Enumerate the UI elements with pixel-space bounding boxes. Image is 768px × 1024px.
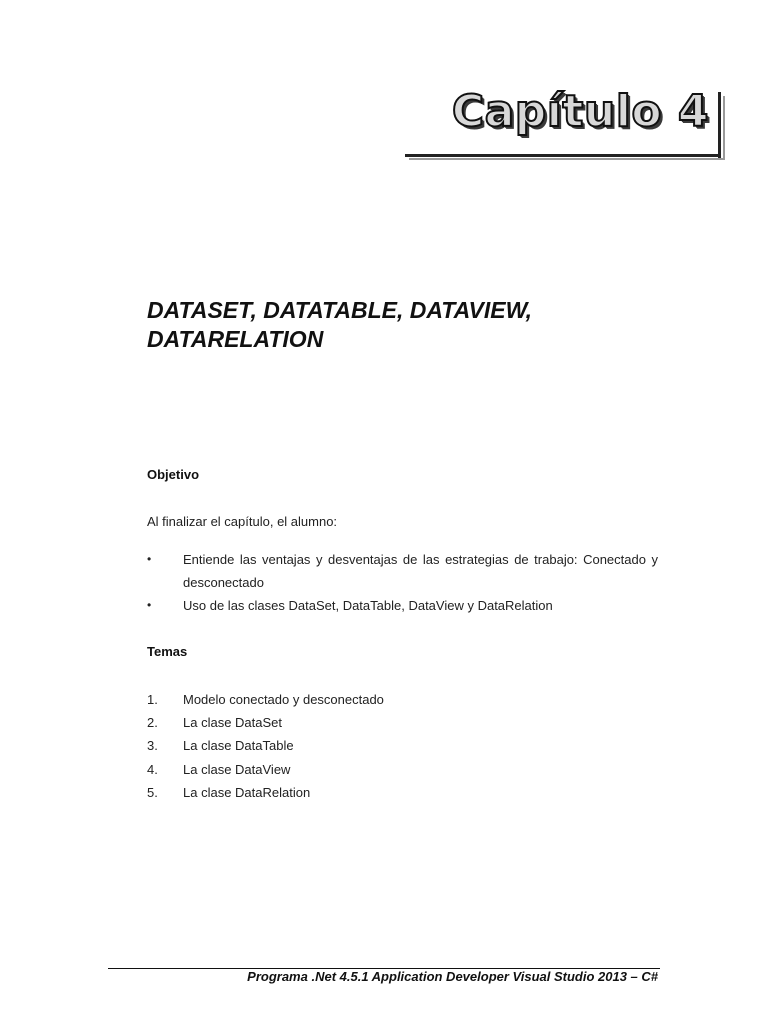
list-item — [147, 548, 658, 594]
topics-list — [147, 688, 384, 804]
objective-heading: Objetivo — [147, 467, 200, 482]
chapter-frame-shadow-vertical — [723, 96, 725, 160]
list-item — [147, 688, 384, 711]
topics-heading: Temas — [147, 644, 188, 659]
list-item-text: La clase DataTable — [183, 738, 294, 754]
list-item-number: 1. — [147, 692, 158, 707]
list-item — [147, 594, 658, 617]
list-item — [147, 711, 384, 734]
list-item — [147, 781, 384, 804]
list-item-text: La clase DataView — [183, 761, 291, 777]
list-item-number: 4. — [147, 761, 158, 777]
objective-intro: Al finalizar el capítulo, el alumno: — [147, 514, 338, 529]
chapter-frame-vertical — [718, 92, 721, 158]
chapter-frame-horizontal — [405, 154, 721, 157]
main-title-line-2: DATARELATION — [147, 326, 324, 352]
list-item — [147, 734, 384, 757]
main-title-line-1: DATASET, DATATABLE, DATAVIEW, — [147, 297, 532, 323]
bullet-icon: • — [147, 552, 152, 566]
list-item — [147, 758, 384, 781]
footer-text: Programa .Net 4.5.1 Application Developer Visual Studio 2013 – C# — [247, 969, 658, 984]
list-item-text: La clase DataSet — [183, 715, 283, 731]
chapter-title: Capítulo 4 — [451, 86, 709, 137]
chapter-header — [405, 86, 721, 156]
bullet-icon: • — [147, 598, 152, 612]
list-item-number: 3. — [147, 738, 158, 754]
list-item-text: La clase DataRelation — [183, 784, 311, 800]
list-item-text: Uso de las clases DataSet, DataTable, DataView y DataRelation — [183, 598, 553, 613]
list-item-number: 5. — [147, 784, 158, 800]
objective-list — [147, 548, 658, 617]
list-item-text: Entiende las ventajas y desventajas de las estrategias de trabajo: Conectado y desconectado — [183, 552, 658, 590]
main-title — [147, 296, 667, 354]
list-item-number: 2. — [147, 715, 158, 731]
list-item-text: Modelo conectado y desconectado — [183, 692, 384, 707]
chapter-frame-shadow-horizontal — [409, 158, 725, 160]
